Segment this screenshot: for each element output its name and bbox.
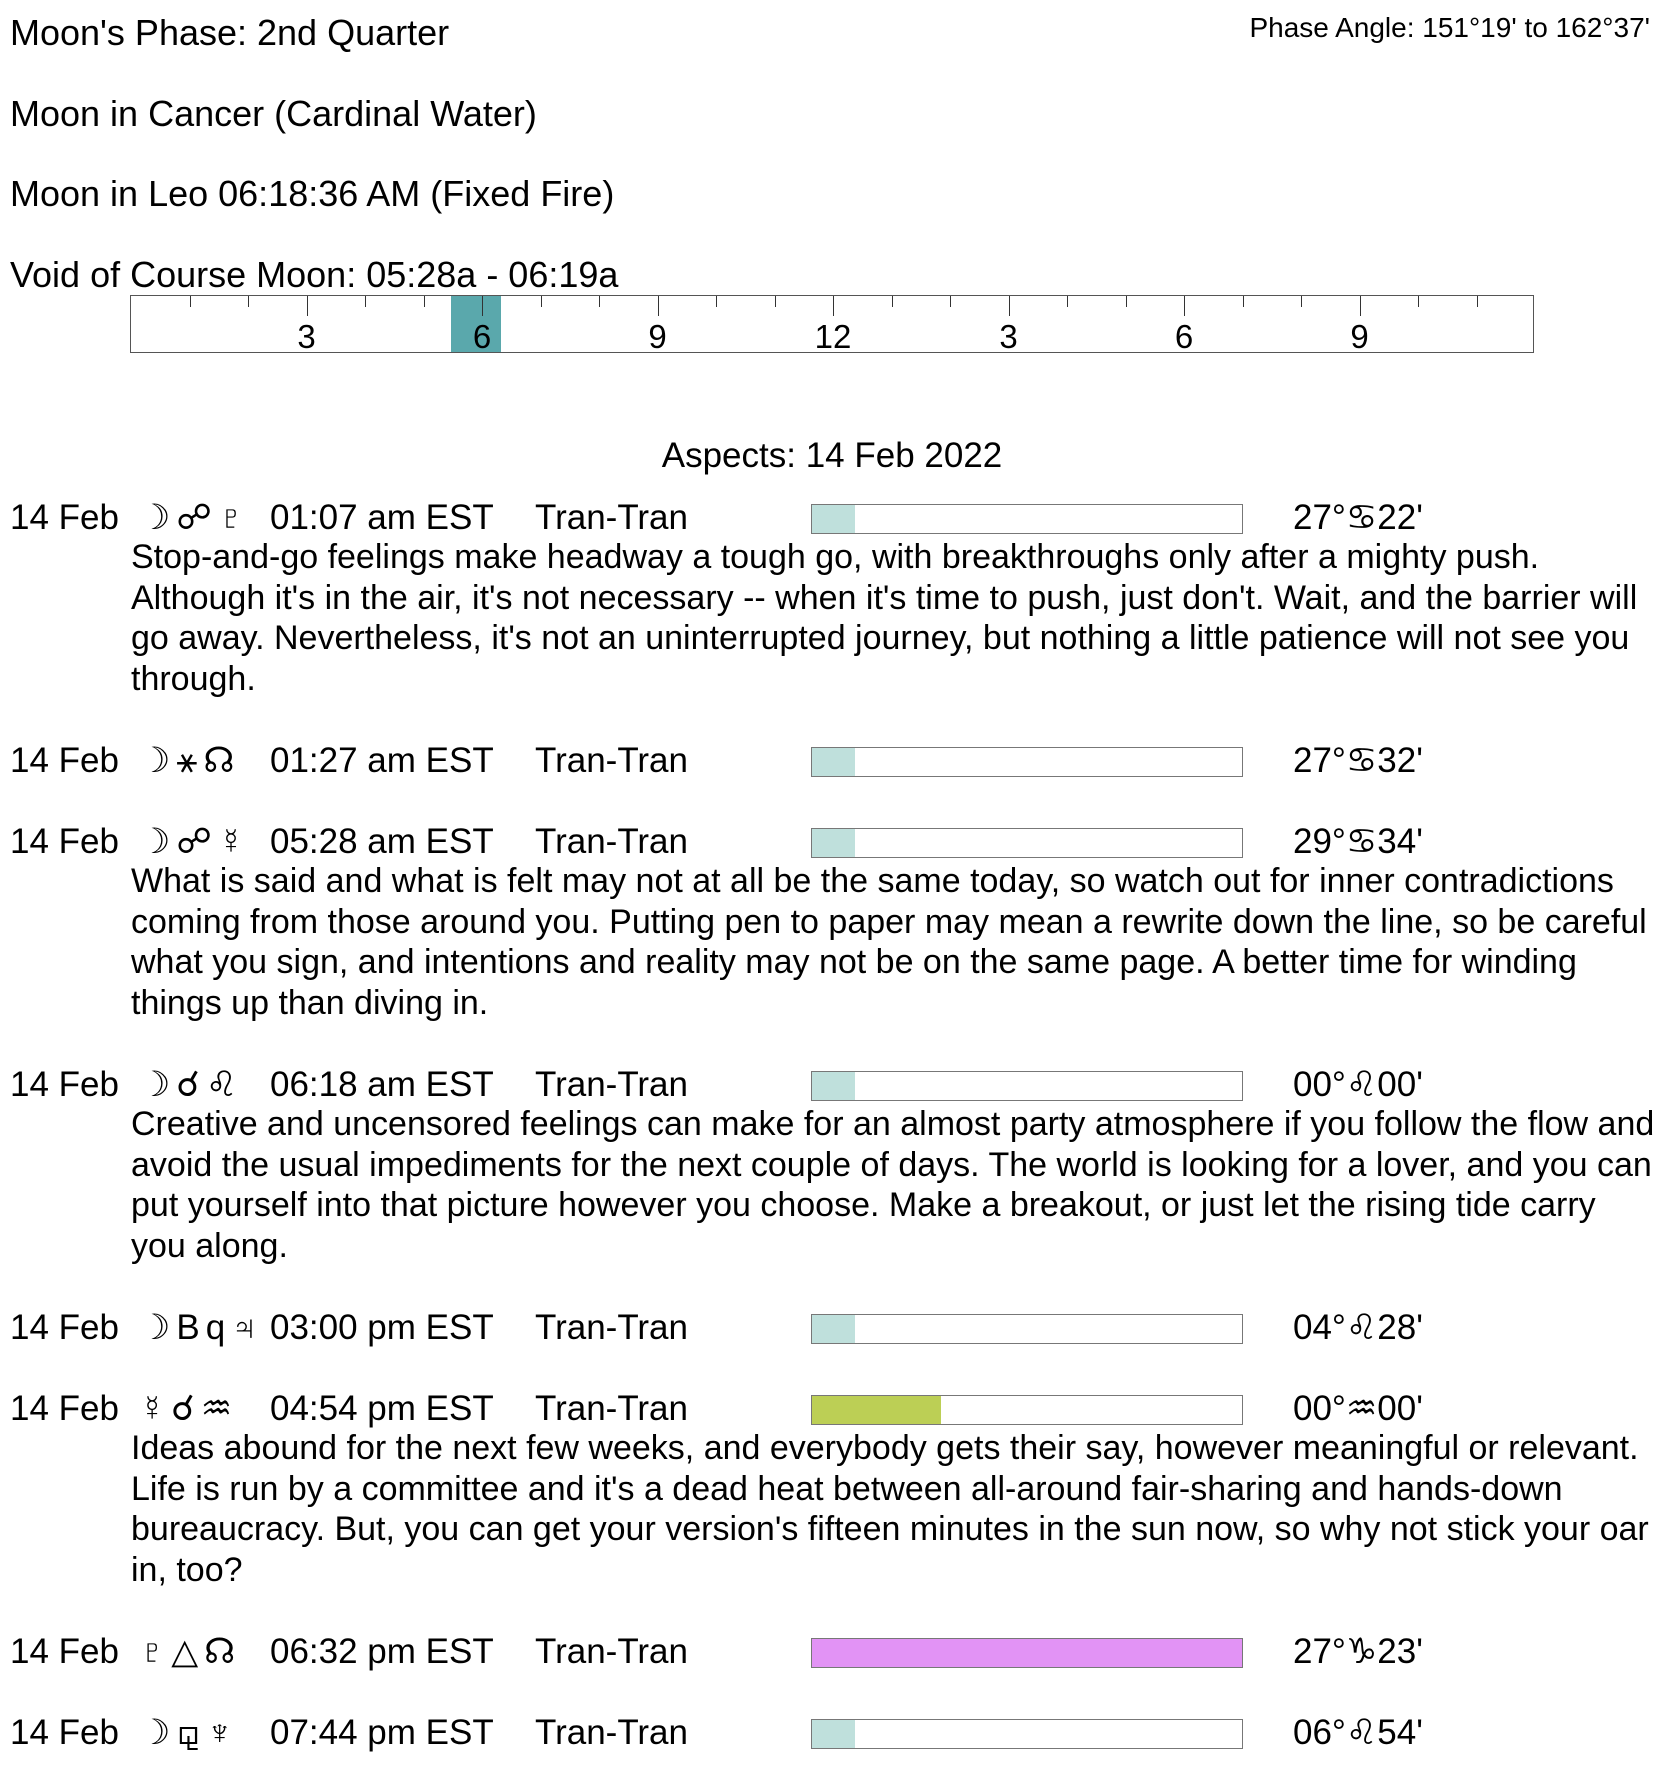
aspect-description: Ideas abound for the next few weeks, and everybody gets their say, however meaningful or relevant. Life is run by a committee and it's a dead heat between all-around fair-sharing and hands-down bureaucracy. But, you can get your version's fifteen minutes in the sun now, so why not stick your oar in, too? [131, 1429, 1649, 1589]
timeline-label: 3 [297, 318, 316, 355]
aspect-position: 00°♒00' [1293, 1389, 1423, 1428]
timeline-label: 9 [648, 318, 667, 355]
aspect-type: Tran-Tran [535, 1713, 688, 1752]
aspect-row [0, 1308, 1664, 1348]
aspect-strength-fill [812, 748, 855, 776]
aspect-strength-bar [811, 1071, 1243, 1101]
timeline-tick [1301, 296, 1302, 307]
aspect-time: 04:54 pm EST [270, 1389, 494, 1428]
aspect-strength-fill [812, 1396, 941, 1424]
aspects-title: Aspects: 14 Feb 2022 [661, 436, 1003, 475]
aspect-date: 14 Feb [10, 741, 119, 780]
aspect-type: Tran-Tran [535, 1632, 688, 1671]
void-of-course: Void of Course Moon: 05:28a - 06:19a [10, 254, 619, 295]
aspect-position: 04°♌28' [1293, 1308, 1423, 1347]
aspect-row [0, 822, 1664, 862]
timeline-tick [541, 296, 542, 307]
timeline-tick [424, 296, 425, 307]
aspect-description: Stop-and-go feelings make headway a tough go, with breakthroughs only after a mighty push. Although it's in the air, it's not necessary -- when it's time to push, just don't. Wait, and the barrier will go away. Nevertheless, it's not an uninterrupted journey, but nothing a little patience will not see you through. [131, 538, 1638, 698]
aspect-time: 05:28 am EST [270, 822, 494, 861]
timeline-tick [658, 296, 659, 316]
aspect-strength-bar [811, 1395, 1243, 1425]
aspect-strength-bar [811, 1719, 1243, 1749]
timeline-tick [716, 296, 717, 307]
timeline-tick [1243, 296, 1244, 307]
aspect-symbols: ☽☍♇ [139, 498, 251, 537]
timeline-tick [1477, 296, 1478, 307]
aspect-symbols: ☿☌♒ [139, 1389, 239, 1428]
aspect-row [0, 498, 1664, 538]
aspect-symbols: ☽Bq♃ [139, 1308, 264, 1347]
aspect-type: Tran-Tran [535, 1389, 688, 1428]
aspect-position: 27°♋22' [1293, 498, 1423, 537]
moon-sign-leo: Moon in Leo 06:18:36 AM (Fixed Fire) [10, 173, 615, 214]
aspect-type: Tran-Tran [535, 1065, 688, 1104]
timeline-tick [892, 296, 893, 307]
timeline-tick [307, 296, 308, 316]
timeline-label: 3 [999, 318, 1018, 355]
aspect-strength-fill [812, 505, 855, 533]
timeline-label: 6 [472, 318, 492, 355]
aspect-type: Tran-Tran [535, 741, 688, 780]
aspect-time: 06:32 pm EST [270, 1632, 494, 1671]
aspect-row [0, 1632, 1664, 1672]
aspect-symbols: ☽☍☿ [139, 822, 251, 861]
aspect-position: 27°♋32' [1293, 741, 1423, 780]
aspect-date: 14 Feb [10, 822, 119, 861]
timeline-tick [1360, 296, 1361, 316]
aspect-position: 00°♌00' [1293, 1065, 1423, 1104]
aspect-type: Tran-Tran [535, 1308, 688, 1347]
aspect-symbols: ♇△☊ [139, 1632, 242, 1671]
aspect-strength-fill [812, 1639, 1242, 1667]
aspect-date: 14 Feb [10, 1308, 119, 1347]
timeline-tick [775, 296, 776, 307]
aspect-strength-bar [811, 1638, 1243, 1668]
aspect-time: 01:07 am EST [270, 498, 494, 537]
aspect-time: 06:18 am EST [270, 1065, 494, 1104]
timeline-tick [1009, 296, 1010, 316]
timeline-label: 12 [814, 318, 852, 355]
timeline-label: 9 [1350, 318, 1369, 355]
timeline-tick [190, 296, 191, 307]
aspect-row [0, 1065, 1664, 1105]
aspect-position: 06°♌54' [1293, 1713, 1423, 1752]
aspect-strength-bar [811, 1314, 1243, 1344]
aspect-type: Tran-Tran [535, 498, 688, 537]
timeline-tick [248, 296, 249, 307]
aspect-row [0, 1713, 1664, 1753]
aspect-symbols: ☽⚼♆ [139, 1713, 239, 1752]
aspect-position: 29°♋34' [1293, 822, 1423, 861]
aspect-symbols: ☽⚹☊ [139, 741, 241, 780]
aspect-time: 07:44 pm EST [270, 1713, 494, 1752]
timeline-tick [365, 296, 366, 307]
aspect-strength-bar [811, 747, 1243, 777]
aspect-strength-fill [812, 1720, 855, 1748]
aspect-date: 14 Feb [10, 1632, 119, 1671]
phase-angle: Phase Angle: 151°19' to 162°37' [1249, 12, 1650, 43]
aspect-date: 14 Feb [10, 1389, 119, 1428]
timeline-label: 6 [1174, 318, 1194, 355]
aspect-strength-bar [811, 828, 1243, 858]
timeline-tick [1418, 296, 1419, 307]
aspect-date: 14 Feb [10, 1065, 119, 1104]
timeline-tick [1126, 296, 1127, 307]
aspect-strength-fill [812, 1315, 855, 1343]
aspect-description: What is said and what is felt may not at all be the same today, so watch out for inner contradictions coming from those around you. Putting pen to paper may mean a rewrite down the line, so be careful what you sign, and intentions and reality may not be on the same page. A better time for winding things up than diving in. [131, 862, 1647, 1022]
timeline-tick [1067, 296, 1068, 307]
aspect-type: Tran-Tran [535, 822, 688, 861]
timeline-tick [950, 296, 951, 307]
timeline-tick [833, 296, 834, 316]
aspect-position: 27°♑23' [1293, 1632, 1423, 1671]
aspect-date: 14 Feb [10, 1713, 119, 1752]
timeline-tick [599, 296, 600, 307]
timeline-tick [1184, 296, 1185, 316]
void-timeline [130, 295, 1534, 353]
aspect-time: 01:27 am EST [270, 741, 494, 780]
aspect-row [0, 741, 1664, 781]
aspect-symbols: ☽☌♌ [139, 1065, 244, 1104]
aspect-date: 14 Feb [10, 498, 119, 537]
aspect-strength-bar [811, 504, 1243, 534]
aspect-strength-fill [812, 829, 855, 857]
timeline-tick [482, 296, 483, 316]
moon-phase: Moon's Phase: 2nd Quarter [10, 12, 450, 53]
aspect-strength-fill [812, 1072, 855, 1100]
moon-sign-cancer: Moon in Cancer (Cardinal Water) [10, 93, 537, 134]
aspect-description: Creative and uncensored feelings can make for an almost party atmosphere if you follow the flow and avoid the usual impediments for the next couple of days. The world is looking for a lover, and you can put yourself into that picture however you choose. Make a breakout, or just let the rising tide carry you along. [131, 1105, 1655, 1265]
aspect-time: 03:00 pm EST [270, 1308, 494, 1347]
aspect-row [0, 1389, 1664, 1429]
